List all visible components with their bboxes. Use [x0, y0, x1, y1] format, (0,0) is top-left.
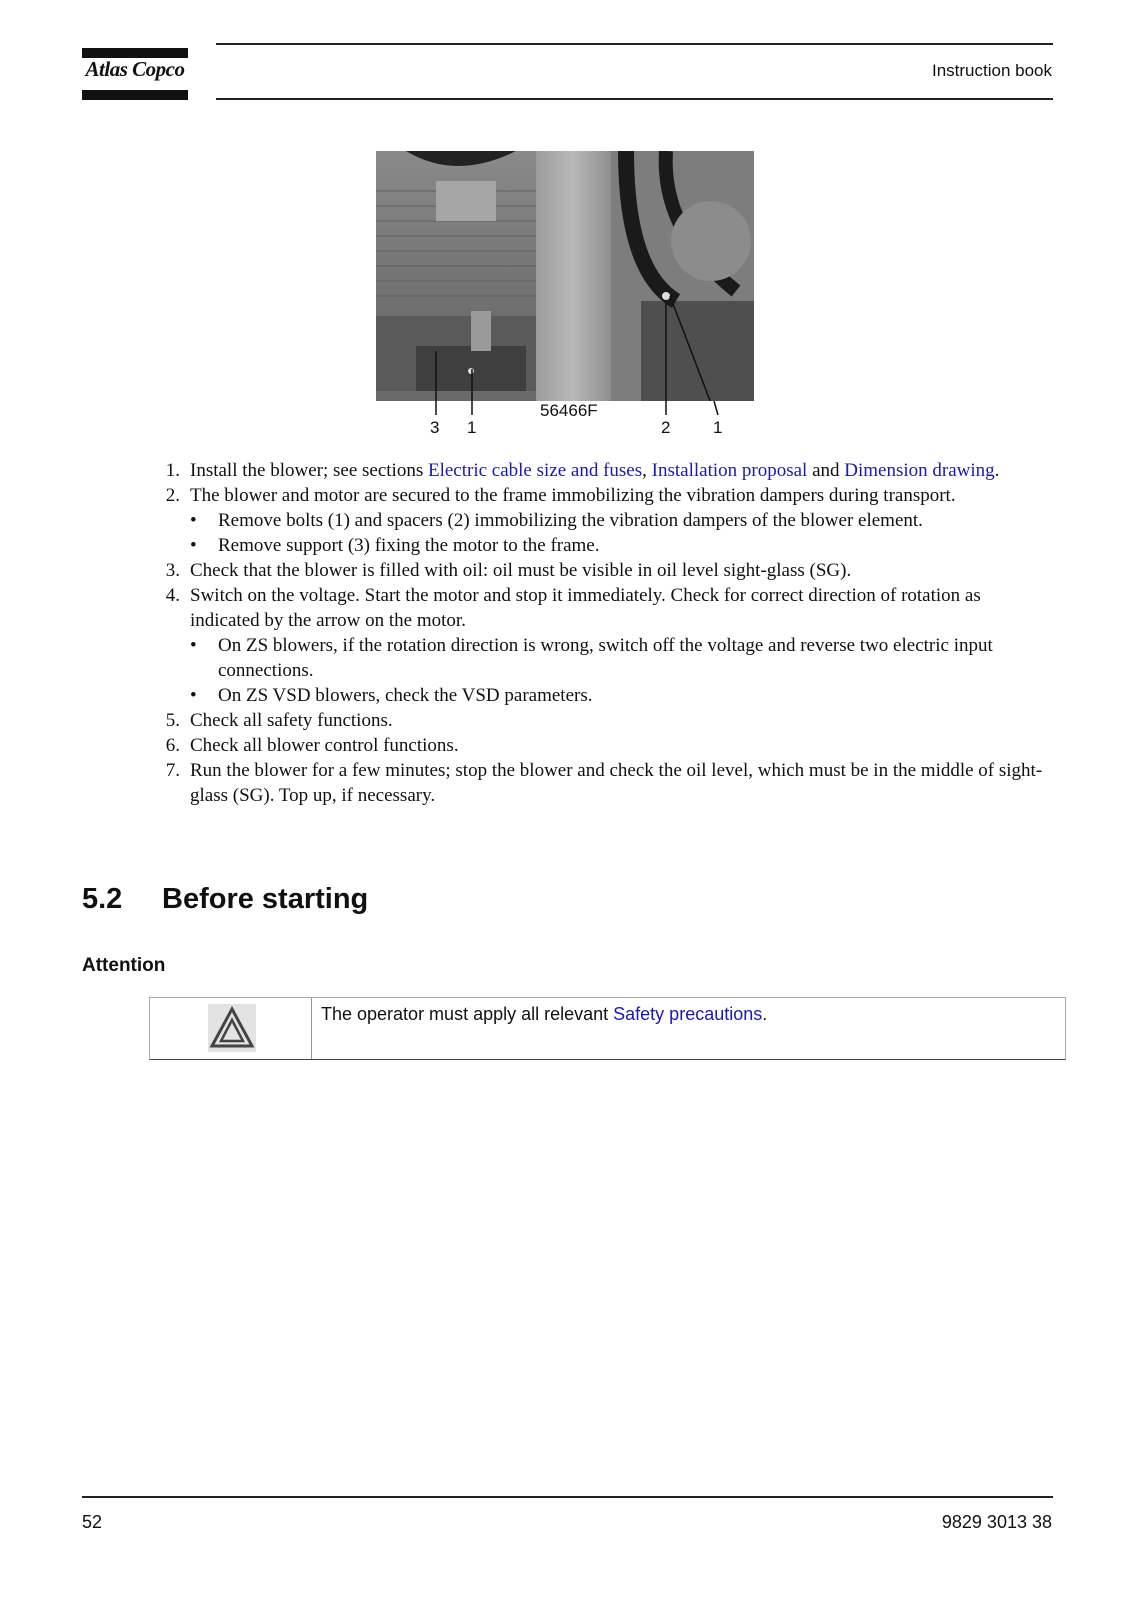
logo-bar-bottom	[82, 90, 188, 100]
text-span: The blower and motor are secured to the frame immobilizing the vibration dampers during transport.	[190, 485, 956, 506]
callout-label: 2	[661, 418, 671, 437]
list-item-text	[190, 483, 1055, 508]
list-item	[140, 483, 1055, 558]
bullet-item	[190, 533, 1055, 558]
cross-reference-link[interactable]: Dimension drawing	[844, 460, 995, 481]
list-item-number: 1.	[165, 460, 180, 481]
list-item-body	[180, 708, 1055, 733]
installation-steps-list	[140, 458, 1055, 808]
list-item-body	[180, 758, 1055, 808]
list-item-number: 2.	[165, 485, 180, 506]
section-number: 5.2	[82, 883, 123, 915]
bullet-item	[190, 633, 1055, 683]
list-item	[140, 758, 1055, 808]
list-item	[140, 558, 1055, 583]
list-item-body	[180, 483, 1055, 558]
text-span: Run the blower for a few minutes; stop the blower and check the oil level, which must be in the middle of sight-glass (SG). Top up, if necessary.	[190, 760, 1043, 806]
bullet-dot-icon: •	[190, 685, 197, 706]
text-span: ,	[642, 460, 652, 481]
header-title: Instruction book	[931, 61, 1052, 80]
bullet-item	[190, 683, 1055, 708]
attention-text-before: The operator must apply all relevant	[321, 1004, 614, 1024]
text-span: Check all blower control functions.	[190, 735, 459, 756]
section-title: Before starting	[162, 883, 369, 915]
text-span: Switch on the voltage. Start the motor and stop it immediately. Check for correct direction of rotation as indicated by the arrow on the motor.	[190, 585, 981, 631]
bullet-dot-icon: •	[190, 635, 197, 656]
list-item-body	[180, 733, 1055, 758]
attention-text	[321, 1004, 767, 1025]
list-item	[140, 733, 1055, 758]
bullet-dot-icon: •	[190, 510, 197, 531]
list-item-text	[190, 733, 1055, 758]
attention-heading: Attention	[82, 955, 166, 976]
text-span: Install the blower; see sections	[190, 460, 428, 481]
text-span: and	[807, 460, 845, 481]
list-item-number: 4.	[165, 585, 180, 606]
bullet-text: Remove bolts (1) and spacers (2) immobilizing the vibration dampers of the blower element.	[218, 510, 923, 531]
list-item-body	[180, 583, 1055, 708]
list-item-text	[190, 758, 1055, 808]
list-item-text	[190, 558, 1055, 583]
list-item-number: 3.	[165, 560, 180, 581]
cross-reference-link[interactable]: Installation proposal	[651, 460, 808, 481]
list-item-number: 7.	[165, 760, 180, 781]
blower-photo	[376, 151, 754, 401]
list-item-text	[190, 708, 1055, 733]
warning-triangle-icon	[208, 1004, 256, 1052]
bullet-text: Remove support (3) fixing the motor to the frame.	[218, 535, 600, 556]
list-item-number: 5.	[165, 710, 180, 731]
text-span: .	[994, 460, 1000, 481]
attention-table	[149, 997, 1066, 1060]
safety-precautions-link[interactable]: Safety precautions	[613, 1004, 763, 1024]
company-logo: Atlas Copco	[85, 57, 185, 81]
page-number: 52	[82, 1512, 103, 1532]
list-item-body	[180, 458, 1055, 483]
callout-label: 1	[713, 418, 723, 437]
list-item-body	[180, 558, 1055, 583]
attention-text-after: .	[762, 1004, 768, 1024]
bullet-dot-icon: •	[190, 535, 197, 556]
callout-label: 3	[430, 418, 440, 437]
list-item-text	[190, 458, 1055, 483]
figure-code: 56466F	[540, 401, 598, 420]
footer-rule	[82, 1496, 1053, 1498]
bullet-item	[190, 508, 1055, 533]
callout-label: 1	[467, 418, 477, 437]
list-item	[140, 708, 1055, 733]
list-item-text	[190, 583, 1055, 633]
text-span: Check that the blower is filled with oil: oil must be visible in oil level sight-glass (SG).	[190, 560, 852, 581]
cross-reference-link[interactable]: Electric cable size and fuses	[427, 460, 643, 481]
bullet-text: On ZS blowers, if the rotation direction is wrong, switch off the voltage and reverse two electric input connections.	[218, 635, 993, 681]
document-number: 9829 3013 38	[941, 1512, 1052, 1532]
text-span: Check all safety functions.	[190, 710, 393, 731]
list-item-number: 6.	[165, 735, 180, 756]
attention-icon-cell	[150, 998, 312, 1059]
header-rule-top	[216, 43, 1053, 45]
header-rule-bottom	[216, 98, 1053, 100]
list-item	[140, 583, 1055, 708]
list-item	[140, 458, 1055, 483]
bullet-text: On ZS VSD blowers, check the VSD parameters.	[218, 685, 593, 706]
